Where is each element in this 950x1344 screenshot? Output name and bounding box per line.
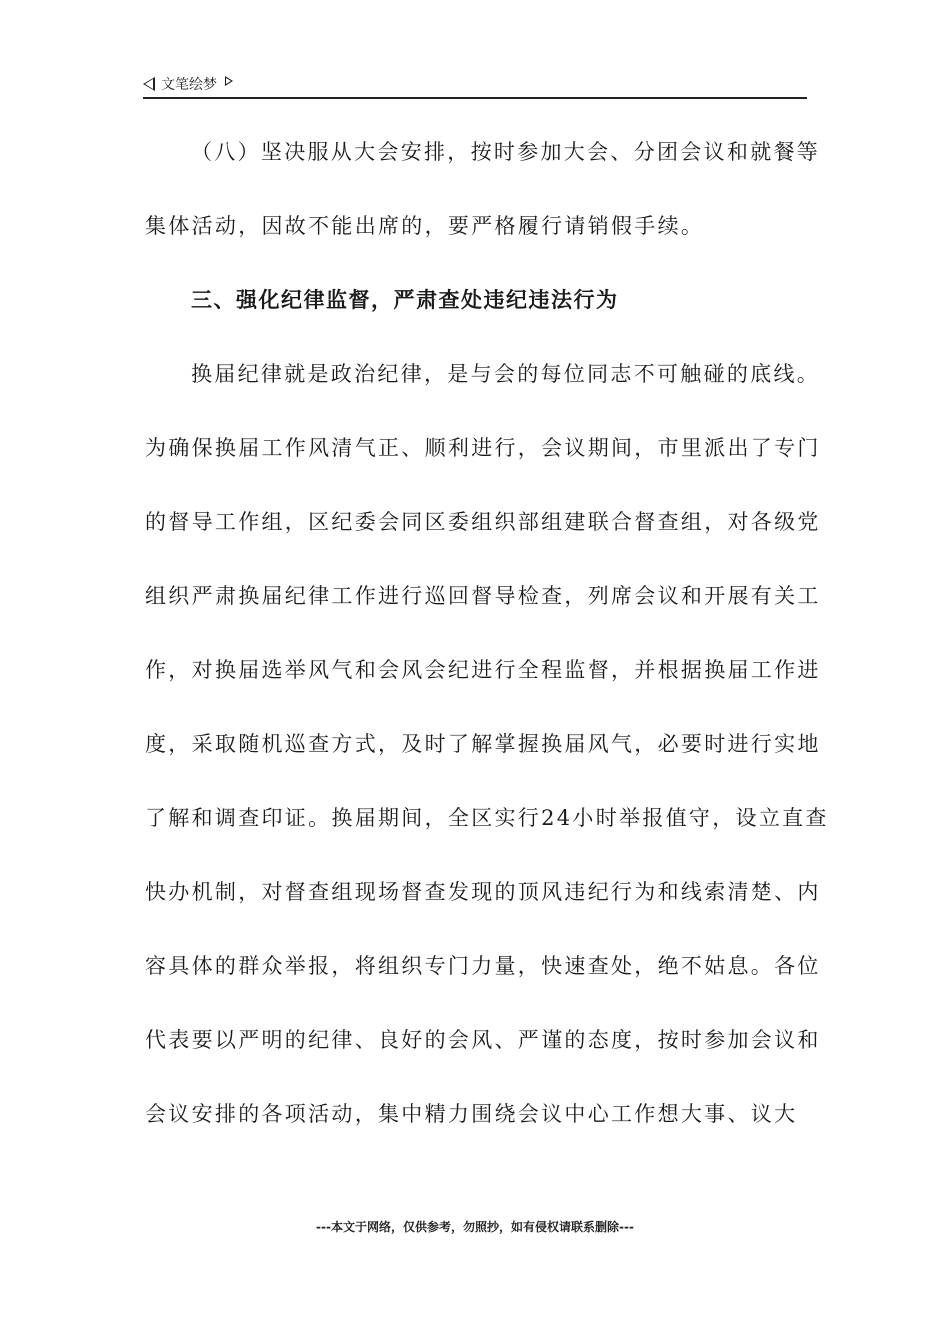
paragraph-line: 为确保换届工作风清气正、顺利进行，会议期间，市里派出了专门 — [145, 436, 821, 460]
section-heading: 三、强化纪律监督，严肃查处违纪违法行为 — [191, 288, 619, 312]
header-divider — [143, 97, 807, 99]
header-title: 文笔绘梦 — [161, 77, 217, 93]
page-header — [143, 72, 233, 96]
triangle-left-icon — [143, 77, 155, 91]
paragraph-line: 集体活动，因故不能出席的，要严格履行请销假手续。 — [145, 214, 705, 238]
paragraph-line: 换届纪律就是政治纪律，是与会的每位同志不可触碰的底线。 — [191, 362, 821, 386]
paragraph-line: 快办机制，对督查组现场督查发现的顶风违纪行为和线索清楚、内 — [145, 880, 821, 904]
page-footer-disclaimer: ---本文于网络，仅供参考，勿照抄，如有侵权请联系删除--- — [316, 1220, 634, 1234]
paragraph-line: 代表要以严明的纪律、良好的会风、严谨的态度，按时参加会议和 — [145, 1028, 821, 1052]
paragraph-line: （八）坚决服从大会安排，按时参加大会、分团会议和就餐等 — [191, 140, 821, 164]
paragraph-line: 度，采取随机巡查方式，及时了解掌握换届风气，必要时进行实地 — [145, 732, 821, 756]
triangle-right-icon — [225, 76, 233, 86]
paragraph-line: 容具体的群众举报，将组织专门力量，快速查处，绝不姑息。各位 — [145, 954, 821, 978]
paragraph-line: 会议安排的各项活动，集中精力围绕会议中心工作想大事、议大 — [145, 1102, 798, 1126]
paragraph-line: 的督导工作组，区纪委会同区委组织部组建联合督查组，对各级党 — [145, 510, 821, 534]
paragraph-line: 了解和调查印证。换届期间，全区实行24小时举报值守，设立直查 — [145, 806, 829, 830]
paragraph-line: 作，对换届选举风气和会风会纪进行全程监督，并根据换届工作进 — [145, 658, 821, 682]
paragraph-line: 组织严肃换届纪律工作进行巡回督导检查，列席会议和开展有关工 — [145, 584, 821, 608]
document-body — [145, 124, 829, 1160]
